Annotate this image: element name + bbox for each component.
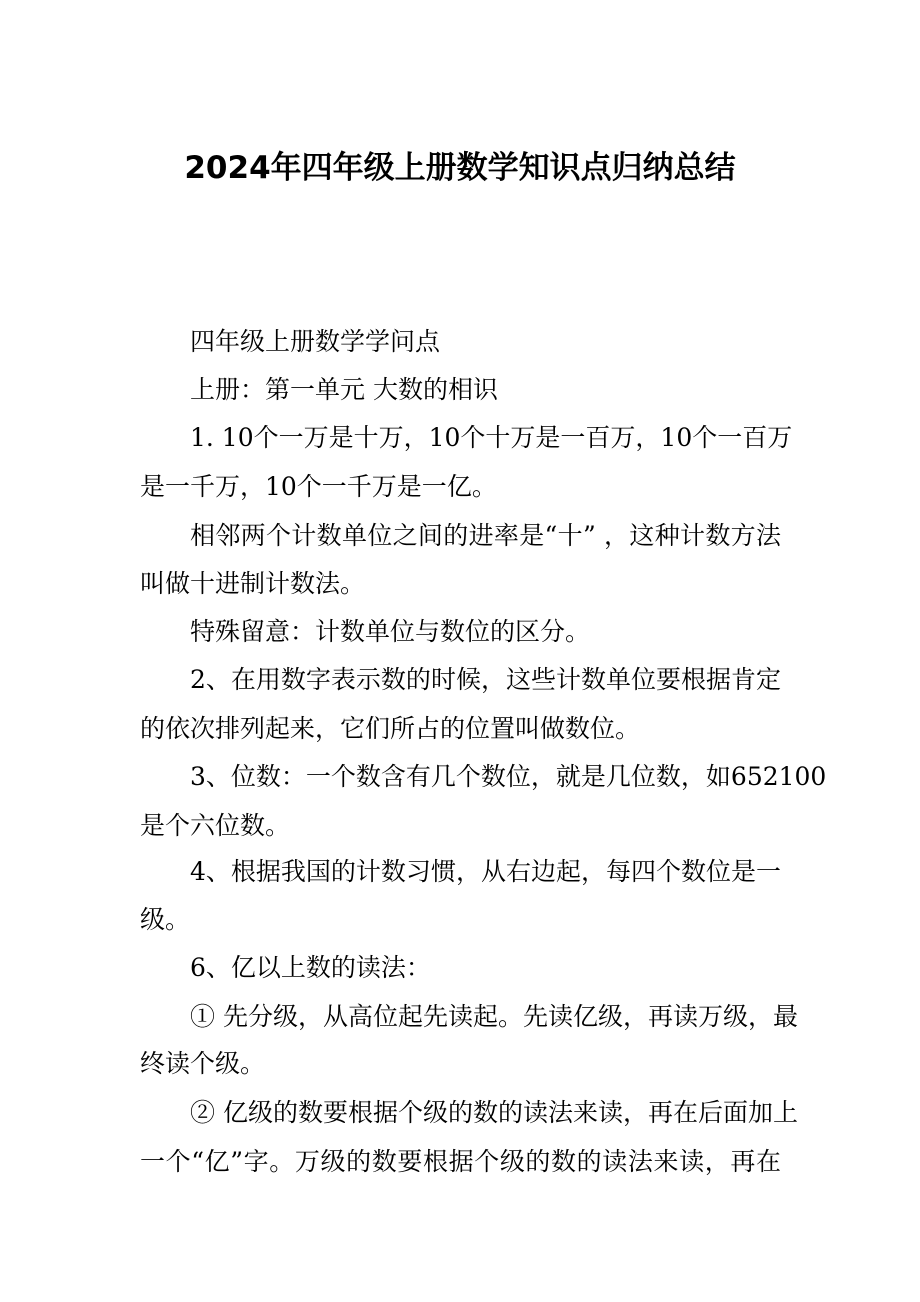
paragraph-line: 相邻两个计数单位之间的进率是“十” ，这种计数方法 xyxy=(190,521,781,550)
paragraph-line: 终读个级。 xyxy=(140,1049,266,1078)
document-title: 2024年四年级上册数学知识点归纳总结 xyxy=(184,150,736,186)
paragraph-line: 2、在用数字表示数的时候，这些计数单位要根据肯定 xyxy=(190,665,781,694)
paragraph-line: 6、亿以上数的读法： xyxy=(190,953,431,982)
unit-heading: 上册：第一单元 大数的相识 xyxy=(190,375,498,404)
paragraph-line: 级。 xyxy=(140,905,191,934)
paragraph-line: 1. 10个一万是十万，10个十万是一百万，10个一百万 xyxy=(190,423,793,452)
paragraph-line: 是一千万，10个一千万是一亿。 xyxy=(140,472,497,501)
paragraph-line: 特殊留意：计数单位与数位的区分。 xyxy=(190,617,591,646)
paragraph-line: 叫做十进制计数法。 xyxy=(140,569,366,598)
paragraph-line: 4、根据我国的计数习惯，从右边起，每四个数位是一 xyxy=(190,857,781,886)
section-heading: 四年级上册数学学问点 xyxy=(190,327,441,356)
paragraph-line: 的依次排列起来，它们所占的位置叫做数位。 xyxy=(140,714,641,743)
paragraph-line: 3、位数：一个数含有几个数位，就是几位数，如652100 xyxy=(190,762,827,791)
paragraph-line: ① 先分级，从高位起先读起。先读亿级，再读万级，最 xyxy=(190,1002,798,1031)
paragraph-line: 一个“亿”字。万级的数要根据个级的数的读法来读，再在 xyxy=(140,1147,781,1176)
paragraph-line: 是个六位数。 xyxy=(140,811,291,840)
paragraph-line: ② 亿级的数要根据个级的数的读法来读，再在后面加上 xyxy=(190,1098,798,1127)
